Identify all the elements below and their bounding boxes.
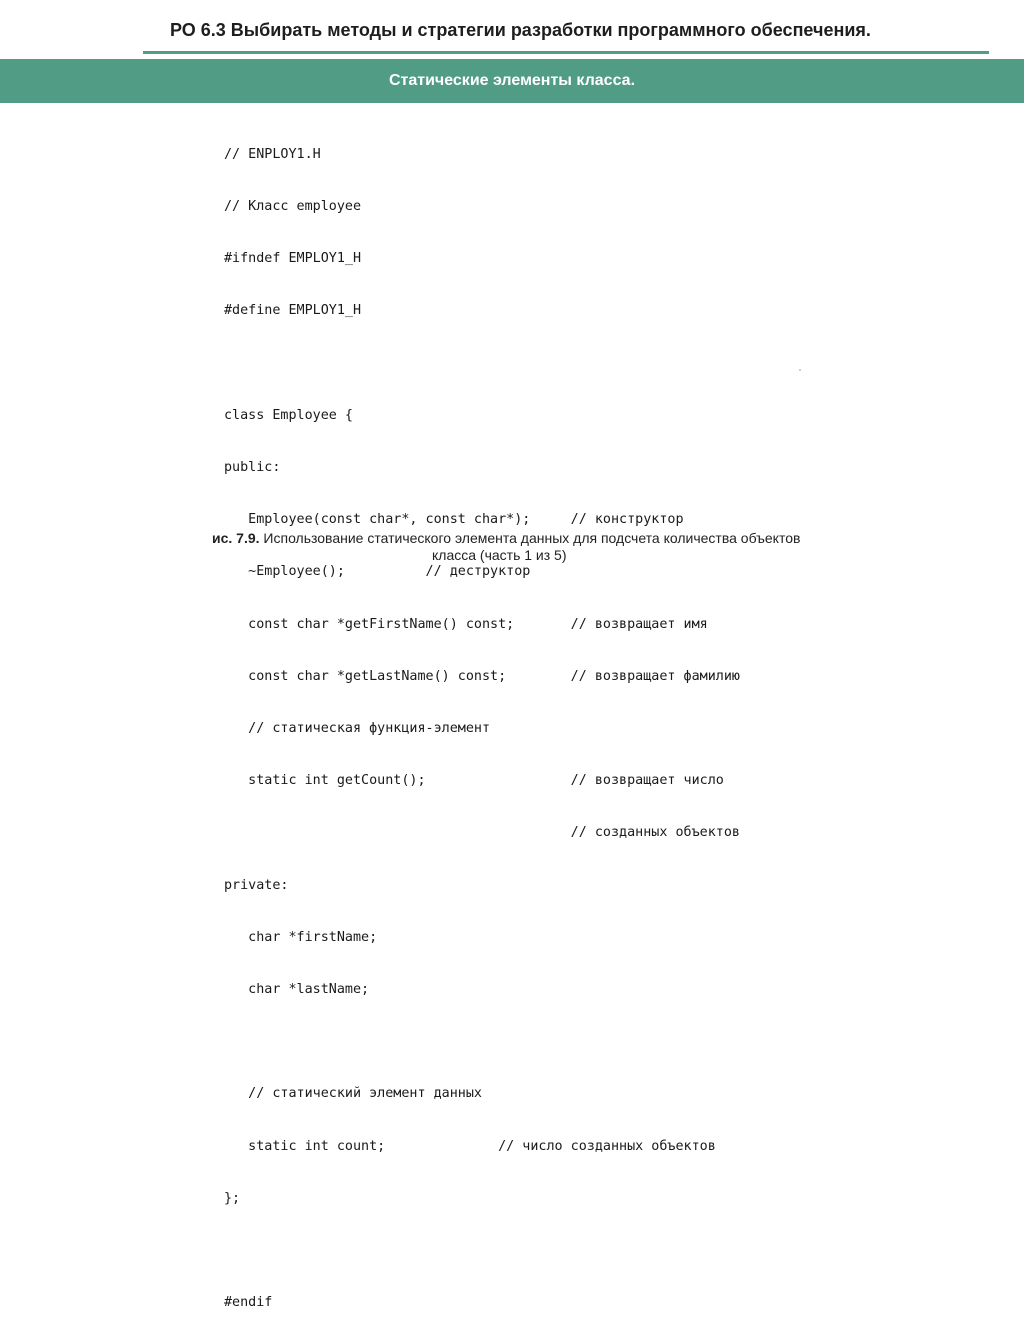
code-line: const char *getFirstName() const; // возвращает имя — [224, 616, 708, 632]
code-line: // статический элемент данных — [224, 1086, 482, 1102]
code-line: // созданных объектов — [224, 825, 740, 841]
code-line: #define EMPLOY1_H — [224, 303, 362, 319]
code-line: Employee(const char*, const char*); // конструктор — [224, 512, 684, 528]
caption-first-line — [212, 530, 852, 547]
code-line — [224, 1033, 740, 1050]
code-line: static int count; // число созданных объектов — [224, 1138, 716, 1154]
figure-caption — [212, 530, 852, 564]
code-line: #endif — [224, 1295, 273, 1311]
code-line: // статическая функция-элемент — [224, 721, 491, 737]
code-line — [224, 355, 740, 372]
caption-second-line: класса (часть 1 из 5) — [432, 547, 567, 563]
scan-speck — [799, 369, 801, 371]
code-line: char *lastName; — [224, 982, 370, 998]
code-line: public: — [224, 460, 281, 476]
caption-text: Использование статического элемента данных для подсчета количества объектов — [263, 530, 801, 546]
code-line: const char *getLastName() const; // возвращает фамилию — [224, 668, 740, 684]
code-line: }; — [224, 1190, 241, 1206]
code-line: char *firstName; — [224, 929, 378, 945]
code-line: // ENPLOY1.H — [224, 146, 321, 162]
code-line: class Employee { — [224, 407, 353, 423]
caption-label: ис. 7.9. — [212, 530, 260, 546]
code-line: ~Employee(); // деструктор — [224, 564, 531, 580]
section-heading: Статические элементы класса. — [388, 72, 636, 89]
title-divider — [143, 51, 989, 54]
code-line: private: — [224, 877, 289, 893]
code-line: static int getCount(); // возвращает число — [224, 773, 724, 789]
code-line: // Класс employee — [224, 199, 362, 215]
code-line — [224, 1242, 740, 1259]
slide-title: РО 6.3 Выбирать методы и стратегии разработки программного обеспечения. — [170, 20, 871, 40]
code-listing — [224, 111, 740, 1329]
code-line: #ifndef EMPLOY1_H — [224, 251, 362, 267]
section-banner — [0, 59, 1024, 103]
